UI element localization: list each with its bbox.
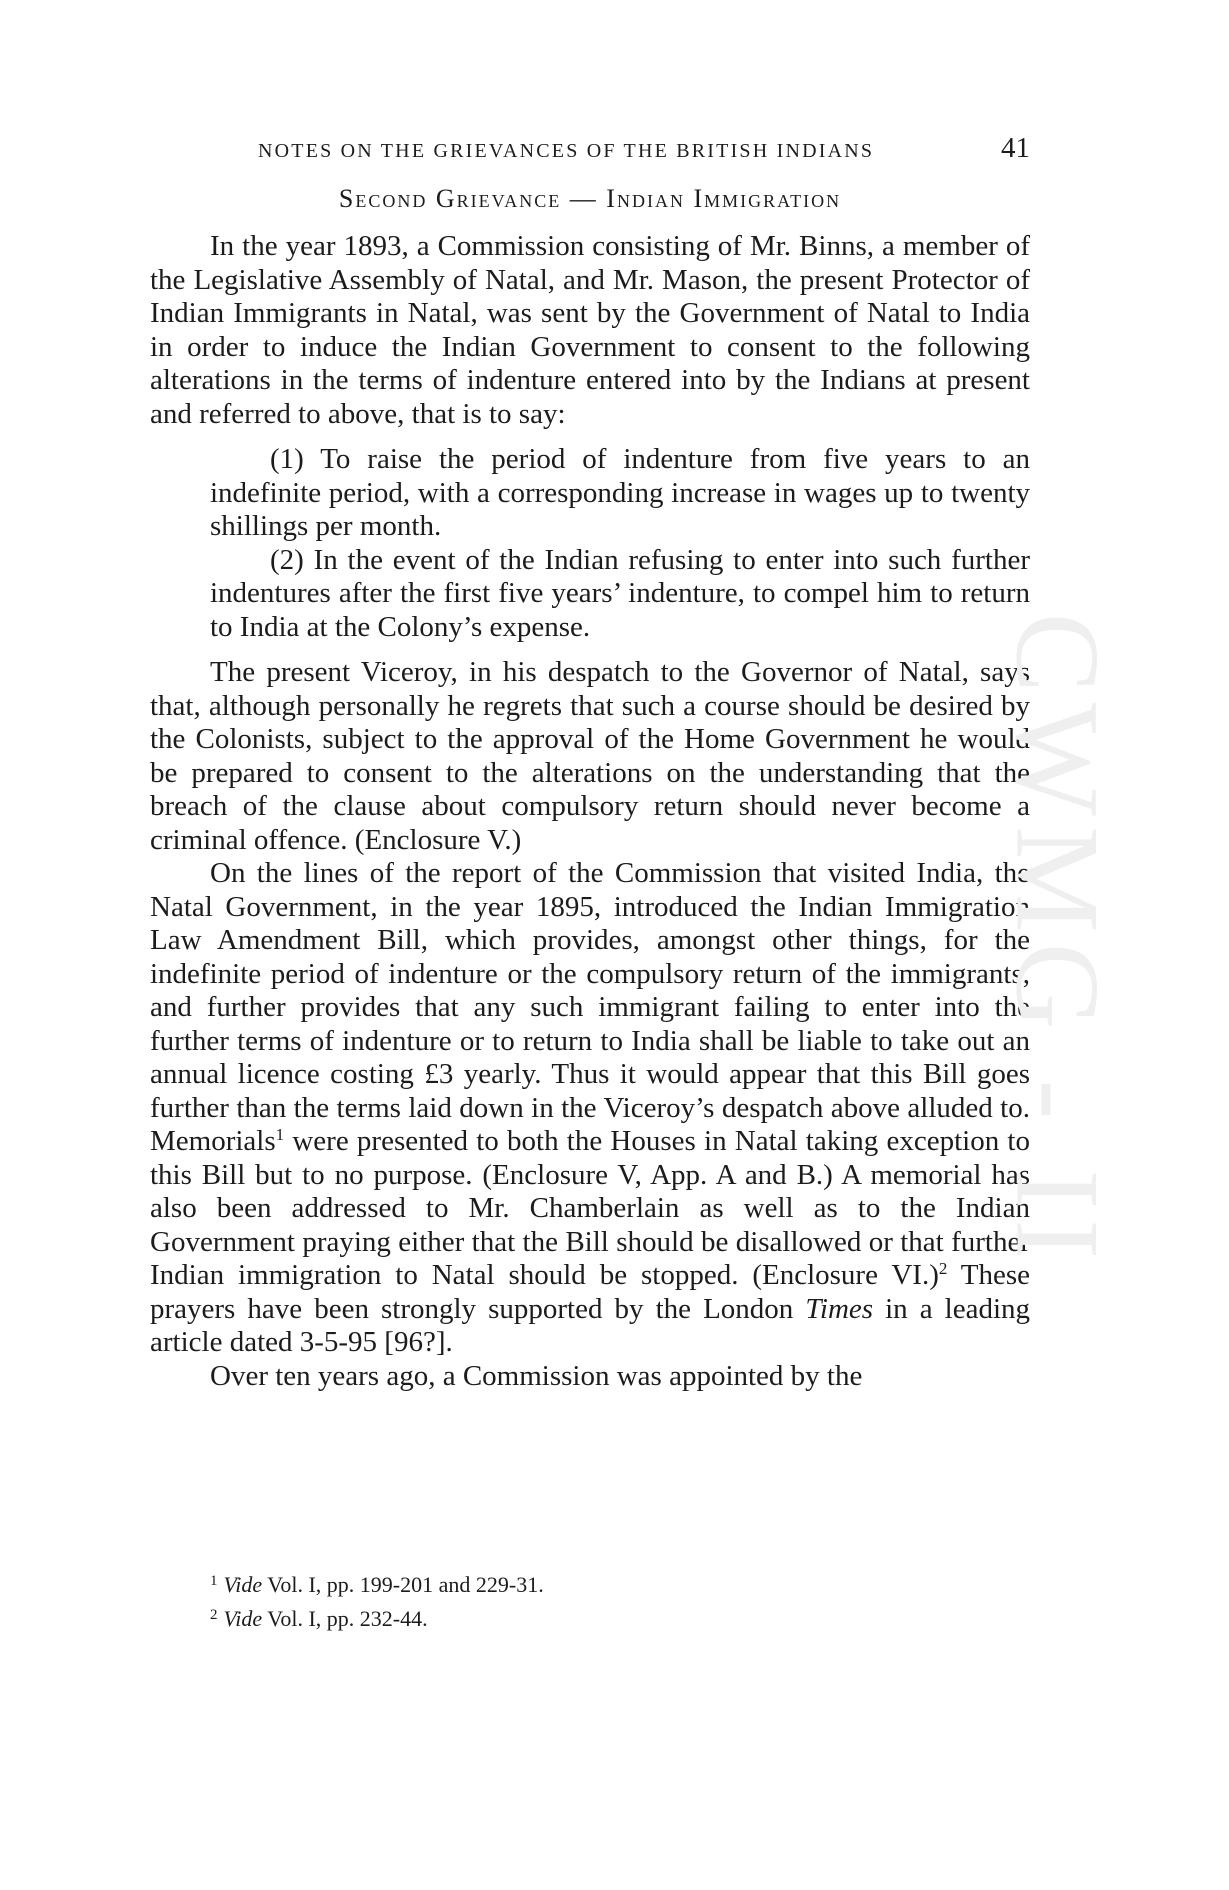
footnote-mark: 2	[210, 1607, 218, 1623]
footnote-ref: 2	[938, 1259, 948, 1278]
paragraph-bill	[150, 857, 1030, 1360]
running-title: NOTES ON THE GRIEVANCES OF THE BRITISH INDIANS	[258, 140, 875, 162]
section-title: Second Grievance — Indian Immigration	[338, 184, 842, 213]
paragraph-viceroy: The present Viceroy, in his despatch to the Governor of Natal, says that, although personally he regrets that such a course should be desired by the Colonists, subject to the approval of the Home Government he would be prepared to consent to the alterations on the understanding that the breach of the clause about compulsory return should never become a criminal offence. (Enclosure V.)	[150, 656, 1030, 856]
newspaper-title: Times	[805, 1292, 874, 1325]
footnotes	[210, 1566, 910, 1634]
footnote-vide: Vide	[223, 1572, 263, 1597]
watermark-text: CWMG - II	[991, 612, 1125, 1270]
paragraph-bill-text: On the lines of the report of the Commission that visited India, the Natal Government, in the year 1895, introduced the Indian Immigration Law Amendment Bill, which provides, amongst other things, for the indefinite period of indenture or the compulsory return of the immigrants, and further provides that any such immigrant failing to enter into the further terms of indenture or to return to India shall be liable to take out an annual licence costing £3 yearly. Thus it would appear that this Bill goes further than the terms laid down in the Viceroy’s despatch above alluded to. Memorials	[150, 857, 1030, 1157]
footnote-vide: Vide	[223, 1606, 263, 1631]
footnote	[210, 1600, 910, 1634]
footnote-text: Vol. I, pp. 199-201 and 229-31.	[262, 1572, 544, 1597]
footnote-ref: 1	[275, 1125, 285, 1144]
paragraph-bill-text: were presented to both the Houses in Natal taking exception to this Bill but to no purpose. (Enclosure V, App. A and B.) A memorial has also been addressed to Mr. Chamberlain as well as to the Indian Government praying either that the Bill should be disallowed or that further Indian immigration to Natal should be stopped. (Enclosure VI.)	[150, 1125, 1030, 1291]
body-text	[150, 230, 1030, 1393]
running-header	[258, 132, 1030, 172]
footnote-mark: 1	[210, 1573, 218, 1589]
paragraph-commission: In the year 1893, a Commission consisting of Mr. Binns, a member of the Legislative Assembly of Natal, and Mr. Mason, the present Protector of Indian Immigrants in Natal, was sent by the Government of Natal to India in order to induce the Indian Government to consent to the following alterations in the terms of indenture entered into by the Indians at present and referred to above, that is to say:	[150, 230, 1030, 430]
paragraph-final: Over ten years ago, a Commission was appointed by the	[210, 1359, 863, 1392]
paragraph-bill-text: These prayers have been strongly supported by the London	[150, 1259, 1030, 1325]
alterations-list	[210, 443, 1030, 644]
paragraph-bill-text: in a leading article dated 3-5-95 [96?].	[150, 1292, 1030, 1358]
page-number: 41	[1001, 132, 1030, 164]
list-item: (2) In the event of the Indian refusing to enter into such further indentures after the first five years’ indenture, to compel him to return to India at the Colony’s expense.	[210, 543, 1030, 643]
footnote-text: Vol. I, pp. 232-44.	[262, 1606, 428, 1631]
list-item: (1) To raise the period of indenture from five years to an indefinite period, with a corresponding increase in wages up to twenty shillings per month.	[210, 443, 1030, 542]
footnote	[210, 1566, 910, 1600]
watermark	[991, 576, 1125, 1306]
